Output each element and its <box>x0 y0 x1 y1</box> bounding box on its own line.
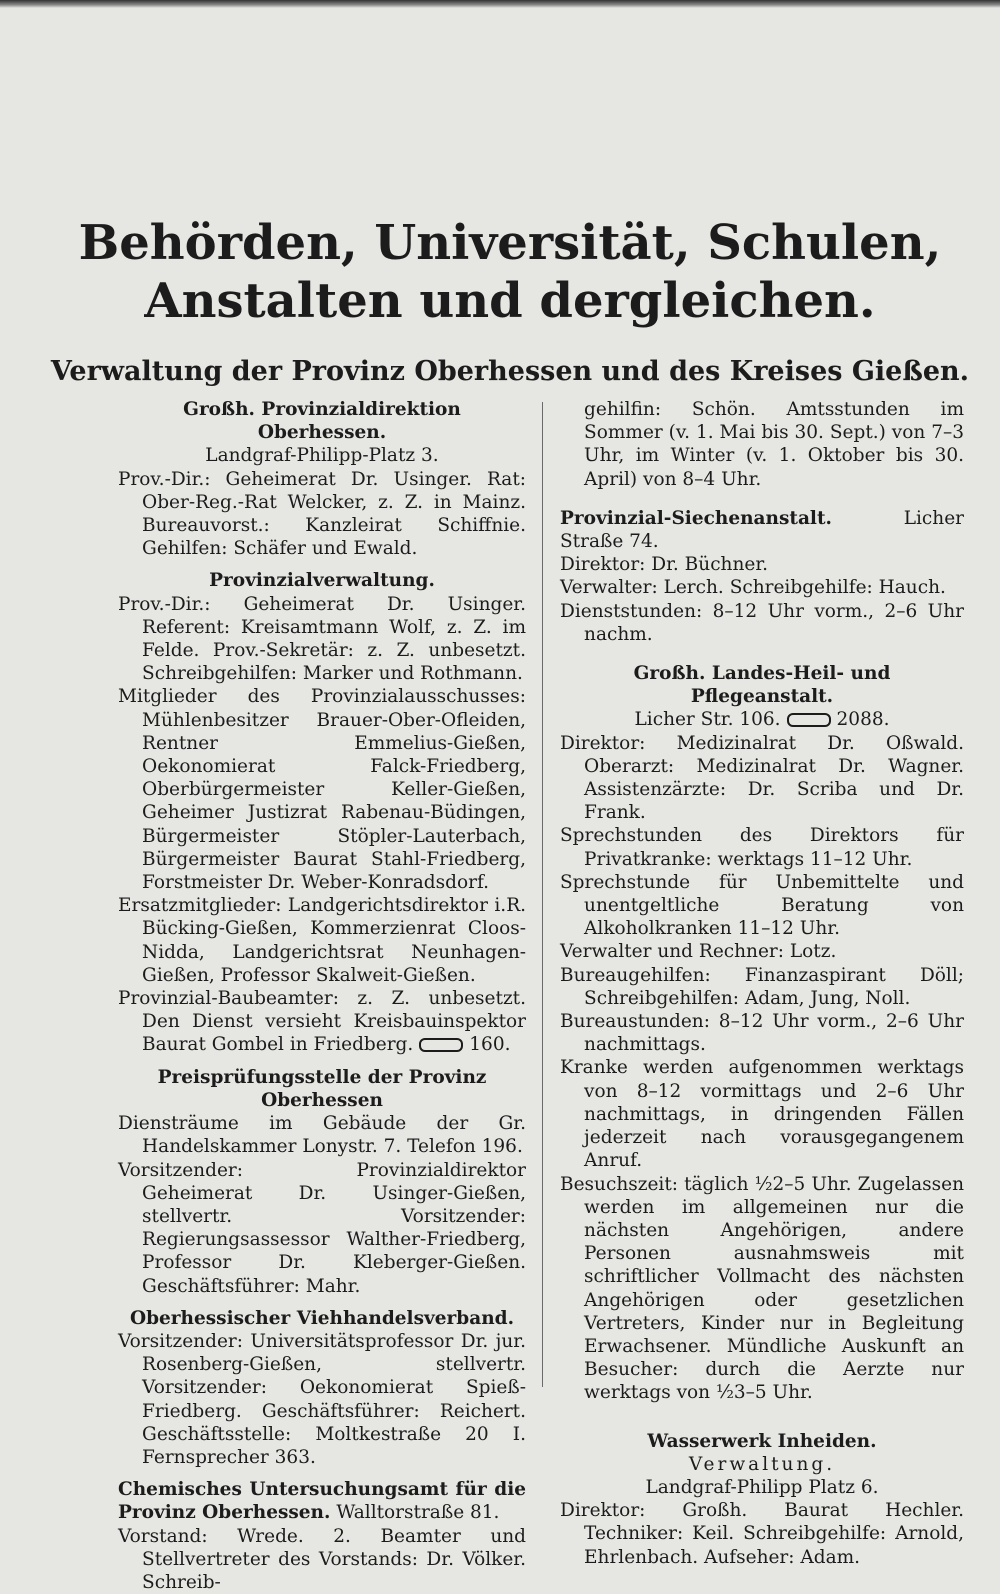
address: Licher Str. 106. 2088. <box>634 709 890 731</box>
entry-text: Vorsitzender: Universitätsprofessor Dr. jur. Rosenberg-Gießen, stellvertr. Vorsitzender: Oekonomierat Spieß-Friedberg. Geschäftsführer: Reichert. Geschäftsstelle: Moltkestraße 20 I. Fernsprecher 363. <box>118 1330 526 1468</box>
entry-text: Prov.-Dir.: Geheimerat Dr. Usinger. Referent: Kreisamtmann Wolf, z. Z. im Felde. Prov.-Sekretär: z. Z. unbesetzt. Schreibgehilfen: Marker und Rothmann. <box>118 593 526 685</box>
entry-text: Bureaugehilfen: Finanzaspirant Döll; Schreibgehilfen: Adam, Jung, Noll. <box>560 964 964 1009</box>
scan-top-edge <box>0 0 1000 8</box>
entry-text: Mitglieder des Provinzialausschusses: Mühlenbesitzer Brauer-Ober-Ofleiden, Rentner Emmelius-Gießen, Oekonomierat Falck-Friedberg, Oberbürgermeister Keller-Gießen, Geheimer Justizrat Rabenau-Büdingen, Bürgermeister Stöpler-Lauterbach, Bürgermeister Baurat Stahl-Friedberg, Forstmeister Dr. Weber-Konradsdorf. <box>118 686 526 894</box>
entry-text: Direktor: Dr. Büchner. <box>560 554 769 576</box>
entry-text: Prov.-Dir.: Geheimerat Dr. Usinger. Rat: Ober-Reg.-Rat Welcker, z. Z. in Mainz. Bureauvorst.: Kanzleirat Schiffnie. Gehilfen: Schäfer und Ewald. <box>118 468 526 560</box>
entry-text: Ersatzmitglieder: Landgerichtsdirektor i.R. Bücking-Gießen, Kommerzienrat Cloos-Nidda, Landgerichtsrat Neunhagen-Gießen, Professor Skalweit-Gießen. <box>118 895 526 986</box>
left-column <box>118 398 526 1594</box>
entry-text: Sprechstunde für Unbemittelte und unentgeltliche Beratung von Alkoholkranken 11–12 Uhr. <box>560 871 964 940</box>
entry-text: Provinzial-Baubeamter: z. Z. unbesetzt. Den Dienst versieht Kreisbauinspektor Baurat Gombel in Friedberg. 160. <box>118 988 526 1056</box>
entry-text: Diensträume im Gebäude der Gr. Handelskammer Lonystr. 7. Telefon 196. <box>118 1113 526 1158</box>
address: Landgraf-Philipp Platz 6. <box>645 1476 879 1498</box>
heading-provinzialdirektion: Großh. Provinzialdirektion Oberhessen. <box>183 399 461 444</box>
heading-siechenanstalt: Provinzial-Siechenanstalt. Licher Straße 74. <box>560 507 964 553</box>
entry-text: gehilfin: Schön. Amtsstunden im Sommer (v. 1. Mai bis 30. Sept.) von 7–3 Uhr, im Winter (v. 1. Oktober bis 30. April) von 8–4 Uhr. <box>584 399 964 490</box>
address: Landgraf-Philipp-Platz 3. <box>205 445 439 467</box>
column-divider <box>542 402 543 1387</box>
entry-text: Vorstand: Wrede. 2. Beamter und Stellvertreter des Vorstands: Dr. Völker. Schreib- <box>118 1525 526 1593</box>
entry-text: Sprechstunden des Direktors für Privatkranke: werktags 11–12 Uhr. <box>560 825 964 870</box>
page-title: Behörden, Universität, Schulen, Anstalten und dergleichen. <box>78 215 942 330</box>
entry-text: Verwalter: Lerch. Schreibgehilfe: Hauch. <box>560 577 946 599</box>
heading-pflegeanstalt: Großh. Landes-Heil- und Pflegeanstalt. <box>633 663 891 708</box>
telephone-icon <box>787 713 831 727</box>
address: Walltorstraße 81. <box>336 1502 500 1524</box>
entry-text: Dienststunden: 8–12 Uhr vorm., 2–6 Uhr nachm. <box>560 600 964 645</box>
heading-untersuchungsamt: Chemisches Untersuchungsamt für die Provinz Oberhessen. Walltorstraße 81. <box>118 1479 526 1524</box>
entry-text: Direktor: Großh. Baurat Hechler. Techniker: Keil. Schreibgehilfe: Arnold, Ehrlenbach. Aufseher: Adam. <box>560 1500 964 1568</box>
right-column <box>560 398 964 1569</box>
address: Licher Straße 74. <box>560 507 964 553</box>
phone-number: 2088. <box>836 709 890 731</box>
subheading: Verwaltung. <box>688 1453 836 1475</box>
entry-text: Vorsitzender: Provinzialdirektor Geheimerat Dr. Usinger-Gießen, stellvertr. Vorsitzender: Regierungsassessor Walther-Friedberg, Professor Dr. Kleberger-Gießen. Geschäftsführer: Mahr. <box>118 1159 526 1297</box>
entry-text: Bureaustunden: 8–12 Uhr vorm., 2–6 Uhr nachmittags. <box>560 1011 964 1056</box>
heading-wasserwerk: Wasserwerk Inheiden. <box>647 1430 877 1452</box>
section-title: Verwaltung der Provinz Oberhessen und des Kreises Gießen. <box>50 356 970 388</box>
entry-text: Direktor: Medizinalrat Dr. Oßwald. Oberarzt: Medizinalrat Dr. Wagner. Assistenzärzte: Dr. Scriba und Dr. Frank. <box>560 732 964 824</box>
entry-text: Verwalter und Rechner: Lotz. <box>560 941 837 963</box>
heading-preispruefungsstelle: Preisprüfungsstelle der Provinz Oberhessen <box>157 1066 487 1111</box>
phone-number: 160. <box>469 1034 511 1056</box>
telephone-icon <box>419 1038 463 1052</box>
heading-provinzialverwaltung: Provinzialverwaltung. <box>209 570 435 592</box>
entry-text: Kranke werden aufgenommen werktags von 8–12 vormittags und 2–6 Uhr nachmittags, in dringenden Fällen jederzeit nach vorausgegangenem Anruf. <box>560 1057 964 1172</box>
heading-viehhandelsverband: Oberhessischer Viehhandelsverband. <box>129 1307 515 1329</box>
entry-text: Besuchszeit: täglich ½2–5 Uhr. Zugelassen werden im allgemeinen nur die nächsten Angehörigen, andere Personen ausnahmsweis mit schriftlicher Vollmacht des nächsten Angehörigen oder gesetzlichen Vertreters, Kinder nur in Begleitung Erwachsener. Mündliche Auskunft an Besucher: durch die Aerzte nur werktags von ½3–5 Uhr. <box>560 1173 964 1404</box>
